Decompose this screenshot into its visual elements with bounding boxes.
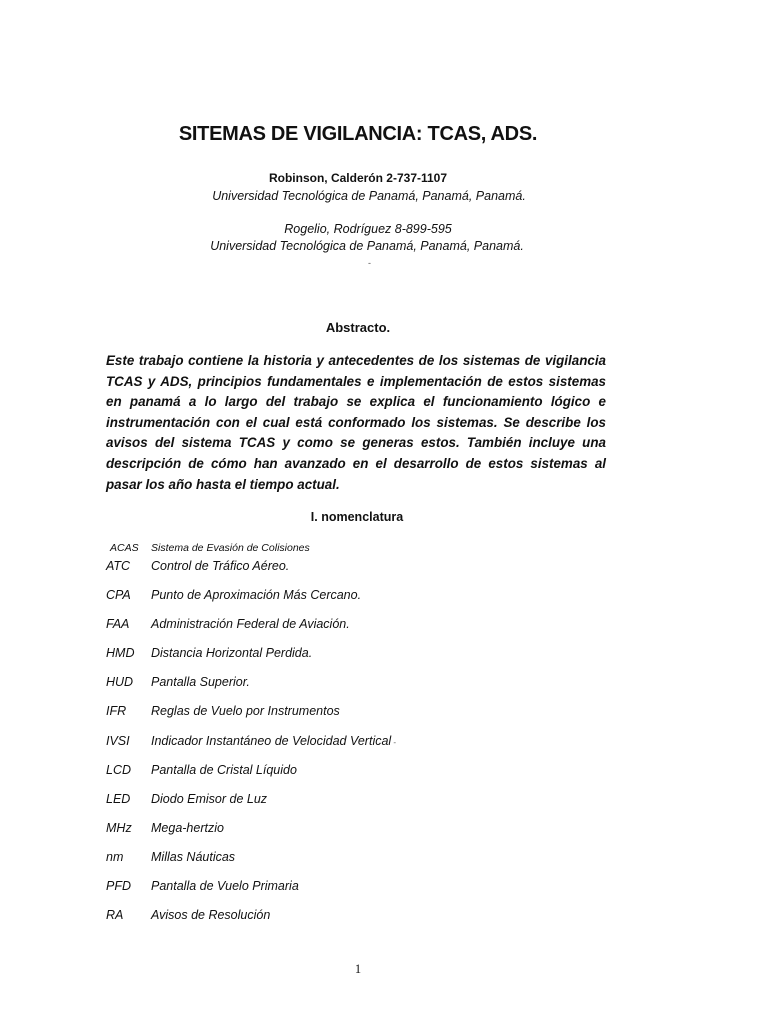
nomenclature-abbr: MHz — [106, 821, 132, 835]
nomenclature-row — [106, 617, 526, 635]
nomenclature-abbr: FAA — [106, 617, 130, 631]
nomenclature-row — [106, 704, 526, 722]
nomenclature-abbr: RA — [106, 908, 124, 922]
nomenclature-row — [106, 821, 526, 839]
nomenclature-definition: Distancia Horizontal Perdida. — [151, 646, 313, 660]
author-2-affiliation: Universidad Tecnológica de Panamá, Panamá, Panamá. — [210, 239, 524, 253]
nomenclature-abbr: PFD — [106, 879, 131, 893]
nomenclature-row — [106, 588, 526, 606]
nomenclature-abbr: CPA — [106, 588, 131, 602]
nomenclature-definition: Administración Federal de Aviación. — [151, 617, 350, 631]
nomenclature-definition-text: Indicador Instantáneo de Velocidad Vertical — [151, 734, 392, 748]
nomenclature-abbr: LCD — [106, 763, 132, 777]
nomenclature-definition: Millas Náuticas — [151, 850, 236, 864]
nomenclature-definition: Pantalla de Cristal Líquido — [151, 763, 297, 777]
nomenclature-row — [106, 792, 526, 810]
page-number: 1 — [354, 962, 362, 976]
nomenclature-abbr: IVSI — [106, 734, 130, 748]
nomenclature-abbr: HMD — [106, 646, 135, 660]
nomenclature-row — [106, 734, 526, 752]
nomenclature-definition: Punto de Aproximación Más Cercano. — [151, 588, 362, 602]
nomenclature-row — [106, 879, 526, 897]
author-2-name: Rogelio, Rodríguez 8-899-595 — [284, 222, 452, 236]
nomenclature-definition: Reglas de Vuelo por Instrumentos — [151, 704, 340, 718]
abstract-heading: Abstracto. — [325, 320, 391, 335]
separator-mark: - — [368, 258, 371, 268]
nomenclature-heading: I. nomenclatura — [310, 510, 404, 524]
author-1-affiliation: Universidad Tecnológica de Panamá, Panamá, Panamá. — [212, 189, 526, 203]
nomenclature-abbr: ATC — [106, 559, 131, 573]
nomenclature-definition: Pantalla Superior. — [151, 675, 250, 689]
nomenclature-row — [106, 646, 526, 664]
nomenclature-row — [106, 850, 526, 868]
nomenclature-definition: Avisos de Resolución — [151, 908, 271, 922]
nomenclature-abbr: LED — [106, 792, 131, 806]
author-1-name: Robinson, Calderón 2-737-1107 — [268, 171, 448, 185]
nomenclature-abbr: HUD — [106, 675, 134, 689]
nomenclature-row — [106, 559, 526, 577]
nomenclature-definition: Diodo Emisor de Luz — [151, 792, 268, 806]
paper-title: SITEMAS DE VIGILANCIA: TCAS, ADS. — [178, 123, 538, 145]
nomenclature-row — [106, 763, 526, 781]
nomenclature-abbr: ACAS — [110, 542, 139, 554]
nomenclature-definition: Pantalla de Vuelo Primaria — [151, 879, 299, 893]
nomenclature-row — [106, 675, 526, 693]
trailing-mark: - — [393, 738, 396, 747]
nomenclature-abbr: nm — [106, 850, 124, 864]
nomenclature-row — [106, 908, 526, 926]
nomenclature-definition: Mega-hertzio — [151, 821, 224, 835]
nomenclature-row — [106, 542, 526, 560]
nomenclature-definition — [151, 734, 396, 748]
nomenclature-abbr: IFR — [106, 704, 127, 718]
nomenclature-definition: Sistema de Evasión de Colisiones — [151, 542, 310, 554]
abstract-text: Este trabajo contiene la historia y antecedentes de los sistemas de vigilancia TCAS y ADS, principios fundamentales e implementación de estos sistemas en panamá a lo largo del trabajo se explica el funcionamiento lógico e instrumentación con el cual está conformado los sistemas. Se describe los avisos del sistema TCAS y como se generas estos. También incluye una descripción de cómo han avanzado en el desarrollo de estos sistemas al pasar los año hasta el tiempo actual. — [106, 353, 606, 492]
nomenclature-definition: Control de Tráfico Aéreo. — [151, 559, 290, 573]
